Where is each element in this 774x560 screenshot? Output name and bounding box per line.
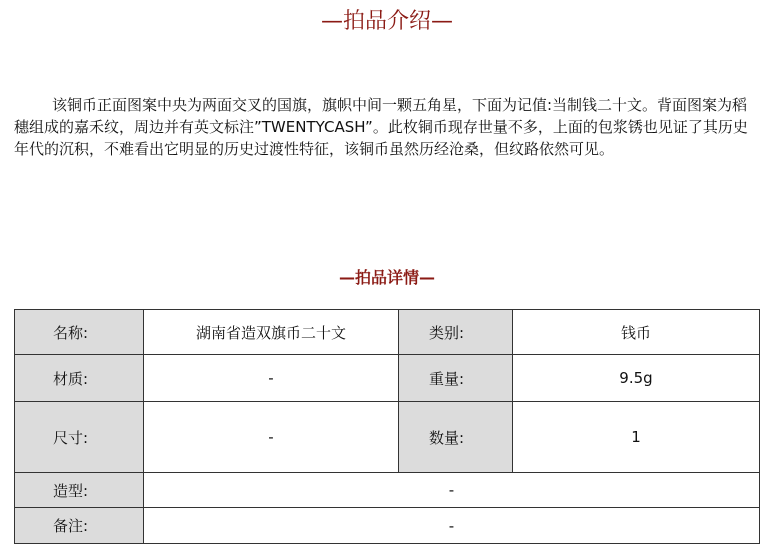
details-title: —拍品详情— — [338, 268, 435, 287]
name-value: 湖南省造双旗币二十文 — [144, 310, 399, 355]
material-label: 材质: — [15, 355, 144, 402]
material-value: - — [144, 355, 399, 402]
table-row — [15, 508, 760, 544]
table-row — [15, 355, 760, 402]
shape-label: 造型: — [15, 473, 144, 508]
intro-title: —拍品介绍— — [320, 9, 453, 34]
weight-value: 9.5g — [513, 355, 760, 402]
remarks-value: - — [144, 508, 760, 544]
remarks-label: 备注: — [15, 508, 144, 544]
table-row — [15, 473, 760, 508]
size-value: - — [144, 402, 399, 473]
details-table — [14, 309, 760, 544]
table-row — [15, 310, 760, 355]
intro-text: 该铜币正面图案中央为两面交叉的国旗，旗帜中间一颗五角星，下面为记值:当制钱二十文。背面图案为稻穗组成的嘉禾纹，周边并有英文标注”TWENTYCASH”。此枚铜币现存世量不多，上面的包浆锈也见证了其历史年代的沉积，不难看出它明显的历史过渡性特征，该铜币虽然历经沧桑，但纹路依然可见。 — [14, 96, 748, 158]
name-label: 名称: — [15, 310, 144, 355]
intro-paragraph — [14, 94, 756, 160]
quantity-label: 数量: — [399, 402, 513, 473]
shape-value: - — [144, 473, 760, 508]
category-value: 钱币 — [513, 310, 760, 355]
size-label: 尺寸: — [15, 402, 144, 473]
table-row — [15, 402, 760, 473]
quantity-value: 1 — [513, 402, 760, 473]
weight-label: 重量: — [399, 355, 513, 402]
category-label: 类别: — [399, 310, 513, 355]
